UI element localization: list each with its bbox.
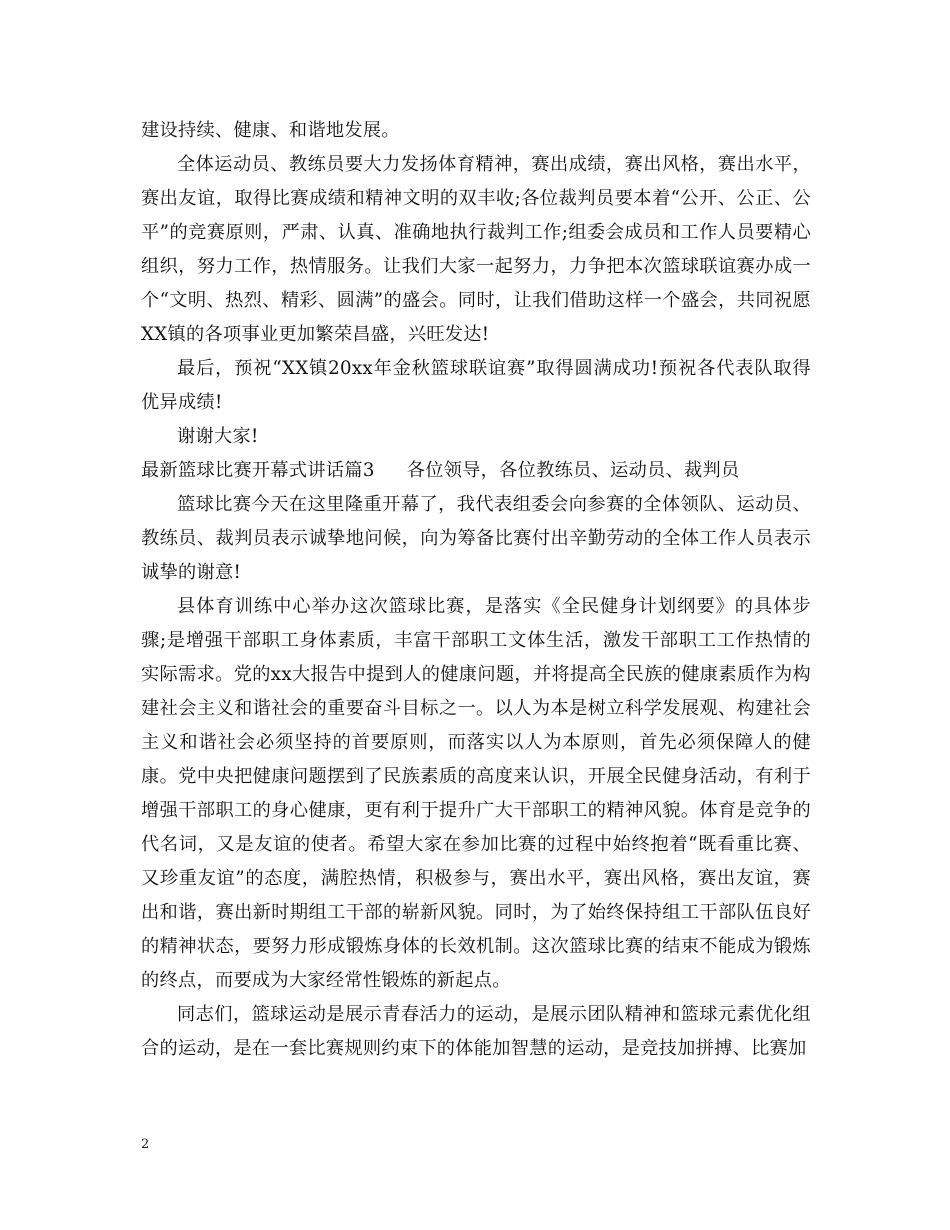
section-title: 最新篮球比赛开幕式讲话篇3 bbox=[141, 460, 375, 481]
paragraph-opening: 篮球比赛今天在这里隆重开幕了，我代表组委会向参赛的全体领队、运动员、教练员、裁判员表示诚挚地问候，向为筹备比赛付出辛勤劳动的全体工作人员表示诚挚的谢意! bbox=[141, 494, 811, 583]
paragraph-thanks: 谢谢大家! bbox=[177, 426, 259, 447]
paragraph-comrades: 同志们，篮球运动是展示青春活力的运动，是展示团队精神和篮球元素优化组合的运动，是在一套比赛规则约束下的体能加智慧的运动，是竞技加拼搏、比赛加 bbox=[141, 1004, 811, 1059]
paragraph-athletes-call: 全体运动员、教练员要大力发扬体育精神，赛出成绩，赛出风格，赛出水平，赛出友谊，取得比赛成绩和精神文明的双丰收;各位裁判员要本着“公开、公正、公平”的竞赛原则，严肃、认真、准确地执行裁判工作;组委会成员和工作人员要精心组织，努力工作，热情服务。让我们大家一起努力，力争把本次篮球联谊赛办成一个“文明、热烈、精彩、圆满”的盛会。同时，让我们借助这样一个盛会，共同祝愿XX镇的各项事业更加繁荣昌盛，兴旺发达! bbox=[141, 154, 811, 345]
paragraph-continuation: 建设持续、健康、和谐地发展。 bbox=[141, 120, 400, 141]
page-number: 2 bbox=[141, 1137, 150, 1152]
section-heading bbox=[141, 454, 811, 488]
section-greeting: 各位领导，各位教练员、运动员、裁判员 bbox=[406, 460, 740, 481]
document-body bbox=[141, 114, 811, 1066]
paragraph-purpose: 县体育训练中心举办这次篮球比赛，是落实《全民健身计划纲要》的具体步骤;是增强干部职工身体素质，丰富干部职工文体生活，激发干部职工工作热情的实际需求。党的xx大报告中提到人的健康问题，并将提高全民族的健康素质作为构建社会主义和谐社会的重要奋斗目标之一。以人为本是树立科学发展观、构建社会主义和谐社会必须坚持的首要原则，而落实以人为本原则，首先必须保障人的健康。党中央把健康问题摆到了民族素质的高度来认识，开展全民健身活动，有利于增强干部职工的身心健康，更有利于提升广大干部职工的精神风貌。体育是竞争的代名词，又是友谊的使者。希望大家在参加比赛的过程中始终抱着“既看重比赛、又珍重友谊”的态度，满腔热情，积极参与，赛出水平，赛出风格，赛出友谊，赛出和谐，赛出新时期组工干部的崭新风貌。同时，为了始终保持组工干部队伍良好的精神状态，要努力形成锻炼身体的长效机制。这次篮球比赛的结束不能成为锻炼的终点，而要成为大家经常性锻炼的新起点。 bbox=[141, 596, 811, 991]
paragraph-closing-wishes: 最后，预祝“XX镇20xx年金秋篮球联谊赛”取得圆满成功!预祝各代表队取得优异成绩! bbox=[141, 358, 811, 413]
